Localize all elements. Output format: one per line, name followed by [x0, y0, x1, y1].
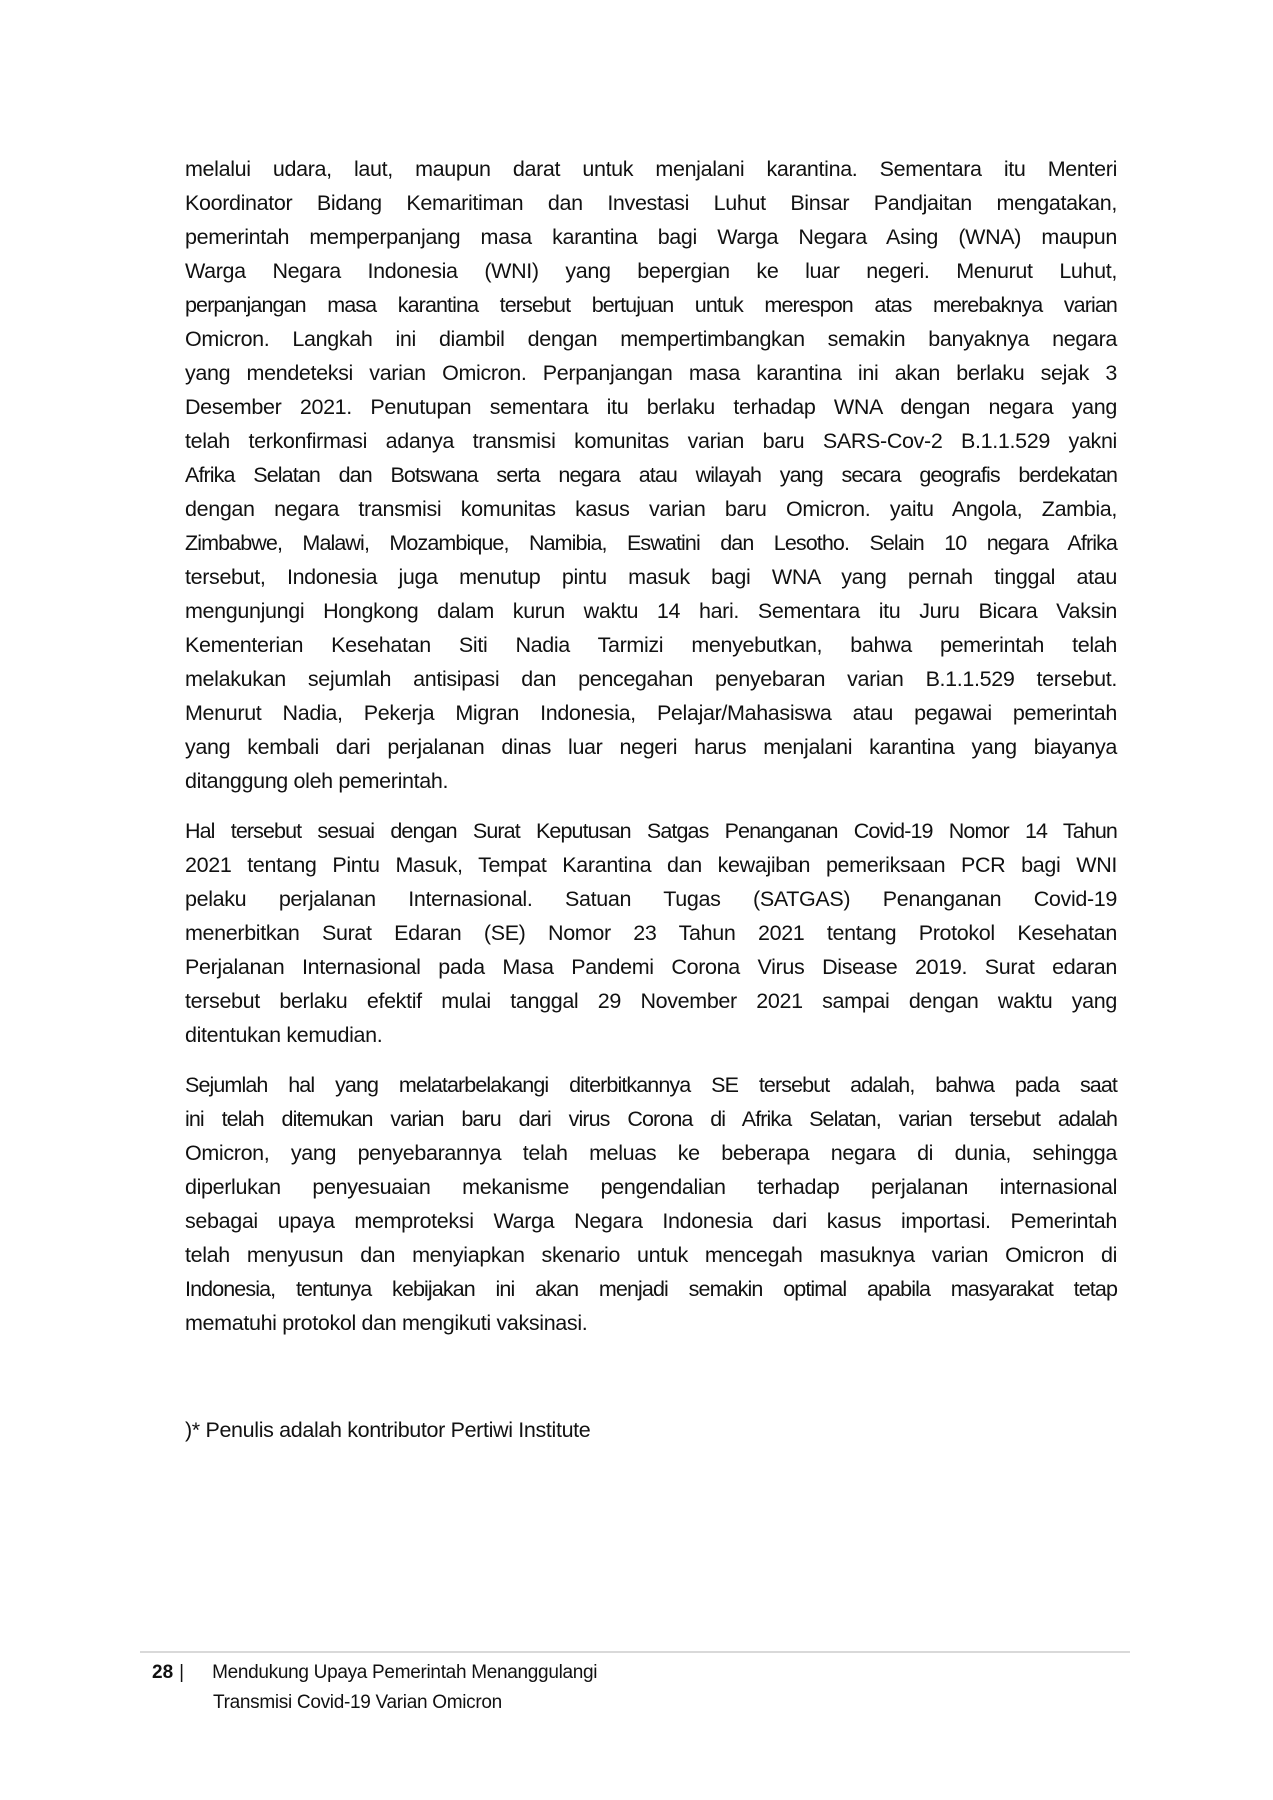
text-line: Koordinator Bidang Kemaritiman dan Investasi Luhut Binsar Pandjaitan mengatakan,	[185, 191, 1117, 215]
text-line: Kementerian Kesehatan Siti Nadia Tarmizi menyebutkan, bahwa pemerintah telah	[185, 633, 1117, 657]
text-line: Zimbabwe, Malawi, Mozambique, Namibia, Eswatini dan Lesotho. Selain 10 negara Afrika	[185, 531, 1117, 555]
text-line: ditentukan kemudian.	[185, 1023, 383, 1047]
footer-title-line2: Transmisi Covid-19 Varian Omicron	[213, 1692, 502, 1713]
text-line: telah terkonfirmasi adanya transmisi komunitas varian baru SARS-Cov-2 B.1.1.529 yakni	[185, 429, 1117, 453]
text-line: ditanggung oleh pemerintah.	[185, 769, 449, 793]
text-line: melalui udara, laut, maupun darat untuk menjalani karantina. Sementara itu Menteri	[185, 157, 1117, 181]
text-line: Indonesia, tentunya kebijakan ini akan menjadi semakin optimal apabila masyarakat tetap	[185, 1277, 1117, 1301]
footer-divider	[140, 1651, 1130, 1653]
text-line: menerbitkan Surat Edaran (SE) Nomor 23 Tahun 2021 tentang Protokol Kesehatan	[185, 921, 1117, 945]
page-footer	[152, 1658, 597, 1718]
text-line: Menurut Nadia, Pekerja Migran Indonesia, Pelajar/Mahasiswa atau pegawai pemerintah	[185, 701, 1117, 725]
page-number: 28	[152, 1662, 174, 1683]
text-line: 2021 tentang Pintu Masuk, Tempat Karantina dan kewajiban pemeriksaan PCR bagi WNI	[185, 853, 1117, 877]
body-text	[185, 152, 1117, 1356]
text-line: Omicron, yang penyebarannya telah meluas ke beberapa negara di dunia, sehingga	[185, 1141, 1117, 1165]
text-line: Omicron. Langkah ini diambil dengan mempertimbangkan semakin banyaknya negara	[185, 327, 1117, 351]
text-line: perpanjangan masa karantina tersebut bertujuan untuk merespon atas merebaknya varian	[185, 293, 1117, 317]
text-line: Warga Negara Indonesia (WNI) yang bepergian ke luar negeri. Menurut Luhut,	[185, 259, 1117, 283]
text-line: Hal tersebut sesuai dengan Surat Keputusan Satgas Penanganan Covid-19 Nomor 14 Tahun	[185, 819, 1117, 843]
paragraph-2	[185, 814, 1117, 1052]
paragraph-1	[185, 152, 1117, 798]
text-line: mengunjungi Hongkong dalam kurun waktu 14 hari. Sementara itu Juru Bicara Vaksin	[185, 599, 1117, 623]
text-line: pemerintah memperpanjang masa karantina bagi Warga Negara Asing (WNA) maupun	[185, 225, 1117, 249]
footer-title-line1: Mendukung Upaya Pemerintah Menanggulangi	[212, 1662, 598, 1683]
text-line: Sejumlah hal yang melatarbelakangi diterbitkannya SE tersebut adalah, bahwa pada saat	[185, 1073, 1117, 1097]
text-line: melakukan sejumlah antisipasi dan pencegahan penyebaran varian B.1.1.529 tersebut.	[185, 667, 1117, 691]
text-line: Desember 2021. Penutupan sementara itu berlaku terhadap WNA dengan negara yang	[185, 395, 1117, 419]
text-line: telah menyusun dan menyiapkan skenario untuk mencegah masuknya varian Omicron di	[185, 1243, 1117, 1267]
author-note: )* Penulis adalah kontributor Pertiwi Institute	[185, 1418, 591, 1442]
text-line: dengan negara transmisi komunitas kasus varian baru Omicron. yaitu Angola, Zambia,	[185, 497, 1117, 521]
text-line: sebagai upaya memproteksi Warga Negara Indonesia dari kasus importasi. Pemerintah	[185, 1209, 1117, 1233]
paragraph-3	[185, 1068, 1117, 1340]
text-line: tersebut berlaku efektif mulai tanggal 29 November 2021 sampai dengan waktu yang	[185, 989, 1117, 1013]
text-line: Perjalanan Internasional pada Masa Pandemi Corona Virus Disease 2019. Surat edaran	[185, 955, 1117, 979]
text-line: tersebut, Indonesia juga menutup pintu masuk bagi WNA yang pernah tinggal atau	[185, 565, 1117, 589]
text-line: yang mendeteksi varian Omicron. Perpanjangan masa karantina ini akan berlaku sejak 3	[185, 361, 1117, 385]
text-line: pelaku perjalanan Internasional. Satuan Tugas (SATGAS) Penanganan Covid-19	[185, 887, 1117, 911]
footer-separator: |	[179, 1662, 185, 1683]
text-line: mematuhi protokol dan mengikuti vaksinasi.	[185, 1311, 588, 1335]
text-line: diperlukan penyesuaian mekanisme pengendalian terhadap perjalanan internasional	[185, 1175, 1117, 1199]
text-line: yang kembali dari perjalanan dinas luar negeri harus menjalani karantina yang biayanya	[185, 735, 1117, 759]
text-line: Afrika Selatan dan Botswana serta negara atau wilayah yang secara geografis berdekatan	[185, 463, 1117, 487]
text-line: ini telah ditemukan varian baru dari virus Corona di Afrika Selatan, varian tersebut adalah	[185, 1107, 1117, 1131]
